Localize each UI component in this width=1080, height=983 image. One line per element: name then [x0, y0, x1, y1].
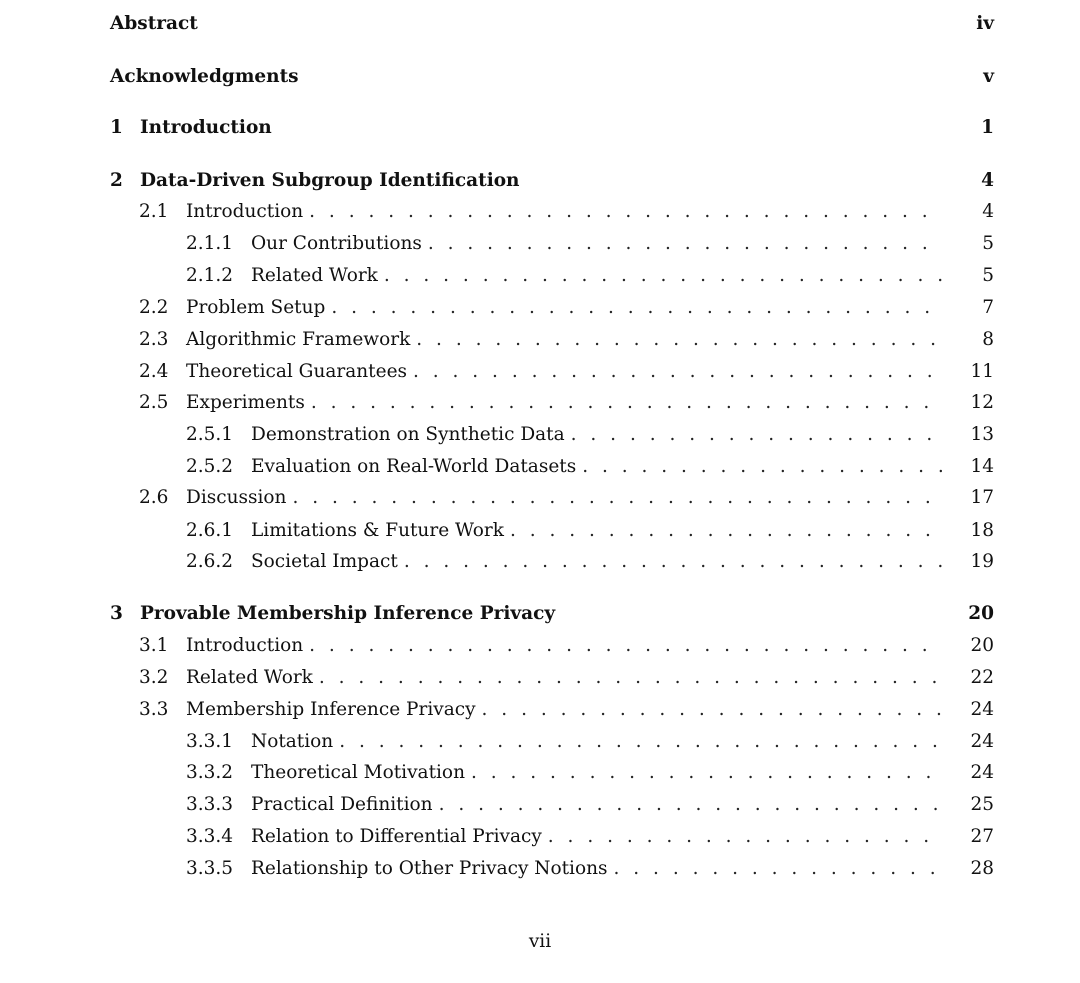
toc-entry-subsection [110, 232, 994, 256]
toc-entry-page: 24 [970, 762, 994, 783]
toc-entry-subsection [110, 264, 994, 288]
toc-entry-title: Theoretical Motivation [251, 761, 471, 785]
toc-entry-title: Algorithmic Framework [186, 328, 416, 352]
toc-entry-title: Demonstration on Synthetic Data [251, 423, 571, 447]
toc-entry-page: 27 [970, 826, 994, 847]
toc-entry-section [110, 666, 994, 690]
toc-entry-subsection [110, 825, 994, 849]
toc-entry-page: 17 [970, 487, 994, 508]
toc-entry-page: v [983, 66, 994, 87]
toc-entry-page: 19 [970, 551, 994, 572]
toc-entry-title: Introduction [186, 634, 309, 658]
toc-entry-title: Theoretical Guarantees [186, 360, 413, 384]
toc-dot-leader [404, 550, 942, 574]
toc-dot-leader [413, 360, 942, 384]
toc-entry-title: Introduction [140, 116, 278, 140]
toc-entry-subsection [110, 455, 994, 479]
toc-entry-page: 24 [970, 731, 994, 752]
toc-entry-page: 5 [982, 233, 994, 254]
toc-entry-number: 3.3.1 [186, 731, 234, 752]
toc-entry-number: 2.1 [139, 201, 169, 222]
toc-entry-number: 2.2 [139, 297, 169, 318]
toc-entry-page: 28 [970, 858, 994, 879]
toc-dot-leader [416, 328, 942, 352]
toc-entry-subsection [110, 761, 994, 785]
toc-entry-section [110, 634, 994, 658]
toc-entry-number: 3.3.2 [186, 762, 234, 783]
toc-entry-number: 3.3.4 [186, 826, 234, 847]
toc-entry-chapter [110, 169, 994, 193]
toc-entry-number: 2.5 [139, 392, 169, 413]
toc-entry-page: 11 [970, 361, 994, 382]
toc-entry-section [110, 486, 994, 510]
toc-entry-title: Experiments [186, 391, 311, 415]
toc-entry-section [110, 391, 994, 415]
toc-entry-title: Provable Membership Inference Privacy [140, 602, 561, 626]
toc-dot-leader [582, 455, 942, 479]
toc-entry-subsection [110, 793, 994, 817]
toc-entry-number: 2.6.1 [186, 520, 234, 541]
toc-entry-title: Acknowledgments [110, 65, 305, 89]
toc-entry-page: 22 [970, 667, 994, 688]
toc-dot-leader [311, 391, 942, 415]
toc-entry-title: Related Work [251, 264, 384, 288]
toc-entry-page: 14 [970, 456, 994, 477]
toc-entry-title: Discussion [186, 486, 292, 510]
toc-dot-leader [471, 761, 942, 785]
toc-dot-leader [510, 519, 942, 543]
toc-dot-leader [548, 825, 942, 849]
toc-entry-number: 2.1.2 [186, 265, 234, 286]
toc-entry-number: 2.6 [139, 487, 169, 508]
toc-entry-page: 4 [982, 201, 994, 222]
toc-entry-section [110, 200, 994, 224]
toc-entry-title: Our Contributions [251, 232, 428, 256]
toc-dot-leader [439, 793, 942, 817]
toc-dot-leader [309, 200, 942, 224]
toc-entry-title: Notation [251, 730, 339, 754]
page-number-footer: vii [528, 931, 552, 952]
toc-entry-page: 4 [981, 170, 994, 191]
toc-entry-title: Introduction [186, 200, 309, 224]
toc-entry-number: 3.3.3 [186, 794, 234, 815]
toc-dot-leader [384, 264, 942, 288]
toc-dot-leader [309, 634, 942, 658]
toc-entry-number: 2.1.1 [186, 233, 234, 254]
toc-entry-title: Problem Setup [186, 296, 331, 320]
toc-entry-subsection [110, 857, 994, 881]
toc-entry-page: 25 [970, 794, 994, 815]
toc-dot-leader [614, 857, 942, 881]
toc-entry-title: Relation to Differential Privacy [251, 825, 548, 849]
toc-entry-page: 20 [968, 603, 994, 624]
toc-entry-number: 2.6.2 [186, 551, 234, 572]
toc-dot-leader [339, 730, 942, 754]
toc-entry-page: 1 [981, 117, 994, 138]
toc-dot-leader [292, 486, 942, 510]
toc-dot-leader [428, 232, 942, 256]
toc-entry-number: 3.3 [139, 699, 169, 720]
toc-entry-title: Relationship to Other Privacy Notions [251, 857, 614, 881]
toc-entry-subsection [110, 519, 994, 543]
toc-entry-page: 18 [970, 520, 994, 541]
toc-entry-subsection [110, 730, 994, 754]
toc-entry-title: Membership Inference Privacy [186, 698, 482, 722]
toc-entry-page: iv [976, 13, 994, 34]
toc-entry-subsection [110, 423, 994, 447]
toc-entry-title: Societal Impact [251, 550, 404, 574]
toc-entry-title: Limitations & Future Work [251, 519, 510, 543]
toc-dot-leader [319, 666, 942, 690]
toc-entry-page: 13 [970, 424, 994, 445]
toc-entry-number: 1 [110, 117, 123, 138]
toc-entry-title: Related Work [186, 666, 319, 690]
toc-entry-number: 3.3.5 [186, 858, 234, 879]
toc-dot-leader [482, 698, 942, 722]
toc-entry-page: 5 [982, 265, 994, 286]
toc-entry-number: 3.2 [139, 667, 169, 688]
toc-entry-page: 24 [970, 699, 994, 720]
toc-entry-title: Practical Definition [251, 793, 439, 817]
toc-entry-chapter [110, 65, 994, 89]
toc-entry-number: 3.1 [139, 635, 169, 656]
toc-entry-subsection [110, 550, 994, 574]
toc-entry-page: 12 [970, 392, 994, 413]
toc-entry-number: 2.4 [139, 361, 169, 382]
toc-entry-chapter [110, 602, 994, 626]
toc-entry-number: 2.5.2 [186, 456, 234, 477]
toc-entry-section [110, 360, 994, 384]
toc-entry-number: 2.5.1 [186, 424, 234, 445]
toc-dot-leader [331, 296, 942, 320]
toc-entry-section [110, 296, 994, 320]
toc-entry-page: 7 [982, 297, 994, 318]
toc-entry-page: 8 [982, 329, 994, 350]
toc-entry-section [110, 698, 994, 722]
toc-entry-number: 3 [110, 603, 123, 624]
toc-dot-leader [571, 423, 942, 447]
toc-entry-page: 20 [970, 635, 994, 656]
toc-entry-number: 2.3 [139, 329, 169, 350]
toc-entry-chapter [110, 116, 994, 140]
toc-entry-title: Abstract [110, 12, 204, 36]
toc-entry-section [110, 328, 994, 352]
toc-entry-chapter [110, 12, 994, 36]
toc-entry-title: Evaluation on Real-World Datasets [251, 455, 582, 479]
toc-entry-title: Data-Driven Subgroup Identification [140, 169, 526, 193]
toc-entry-number: 2 [110, 170, 123, 191]
